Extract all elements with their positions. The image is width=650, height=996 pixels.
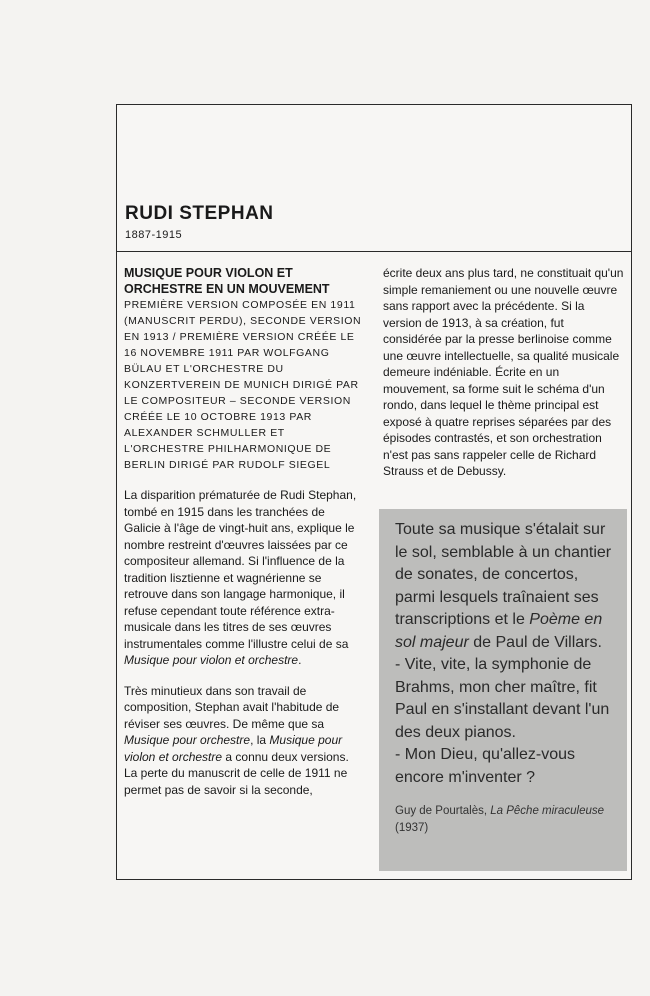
quote-author: Guy de Pourtalès, [395,805,491,817]
composer-name: RUDI STEPHAN [125,203,274,224]
p2-text-c: a connu deux versions. La perte du manuscrit de celle de 1911 ne permet pas de savoir si la seconde, [124,749,349,797]
p1-text: La disparition prématurée de Rudi Stephan, tombé en 1915 dans les tranchées de Galicie à l'âge de vingt-huit ans, explique le nombre restreint d'œuvres laissées par ce compositeur allemand. Si l'influence de la tradition lisztienne et wagnérienne se retrouve dans son langage harmonique, il refuse cependant toute référence extra-musicale dans les titres de ses œuvres instrumentales comme l'illustre celui de sa [124,488,357,651]
quote-attribution [395,803,613,837]
composer-dates: 1887-1915 [125,229,183,241]
p2-text-b: , la [250,733,270,747]
right-column [383,265,625,494]
paragraph-1 [124,487,364,669]
quote-line-a: Toute sa musique s'étalait sur le sol, semblable à un chantier de sonates, de concertos, parmi lesquels traînaient ses transcriptions et le [395,521,612,628]
p1-end: . [298,653,302,667]
program-notes-frame [116,104,632,880]
paragraph-2 [124,683,364,799]
work-title: MUSIQUE POUR VIOLON ET ORCHESTRE EN UN MOUVEMENT [124,266,330,296]
quote-line-c: - Vite, vite, la symphonie de Brahms, mon cher maître, fit Paul en s'installant devant l'un des deux pianos. [395,656,610,741]
quote-work-title: Poème en sol majeur [395,611,603,651]
quote-text [395,519,613,789]
header-divider [117,251,631,252]
p2-text-a: Très minutieux dans son travail de composition, Stephan avait l'habitude de réviser ses œuvres. De même que sa [124,683,340,731]
quote-book-title: La Pêche miraculeuse [490,805,605,817]
quote-box [379,509,627,871]
quote-line-d: - Mon Dieu, qu'allez-vous encore m'inventer ? [395,746,576,786]
premiere-info: PREMIÈRE VERSION COMPOSÉE EN 1911 (MANUSCRIT PERDU), SECONDE VERSION EN 1913 / PREMIÈRE VERSION CRÉÉE LE 16 NOVEMBRE 1911 PAR WOLFGANG BÜLAU ET L'ORCHESTRE DU KONZERTVEREIN DE MUNICH DIRIGÉ PAR LE COMPOSITEUR – SECONDE VERSION CRÉÉE LE 10 OCTOBRE 1913 PAR ALEXANDER SCHMULLER ET L'ORCHESTRE PHILHARMONIQUE DE BERLIN DIRIGÉ PAR RUDOLF SIEGEL [124,299,362,471]
p2-work-title-2: Musique pour violon et orchestre [124,733,343,764]
quote-line-b: de Paul de Villars. [468,633,602,651]
quote-year: (1937) [395,822,429,834]
p1-work-title: Musique pour violon et orchestre [124,653,299,667]
p2-work-title-1: Musique pour orchestre [124,733,251,747]
paragraph-3: écrite deux ans plus tard, ne constituait qu'un simple remaniement ou une nouvelle œuvre sans rapport avec la précédente. Si la version de 1913, à sa création, fut considérée par la presse berlinoise comme une œuvre intellectuelle, sa qualité musicale demeure indéniable. Écrite en un mouvement, sa forme suit le schéma d'un rondo, dans lequel le thème principal est exposé à quatre reprises séparées par des épisodes contrastés, et son orchestration n'est pas sans rappeler celle de Richard Strauss et de Debussy. [383,266,624,478]
left-column [124,265,364,812]
